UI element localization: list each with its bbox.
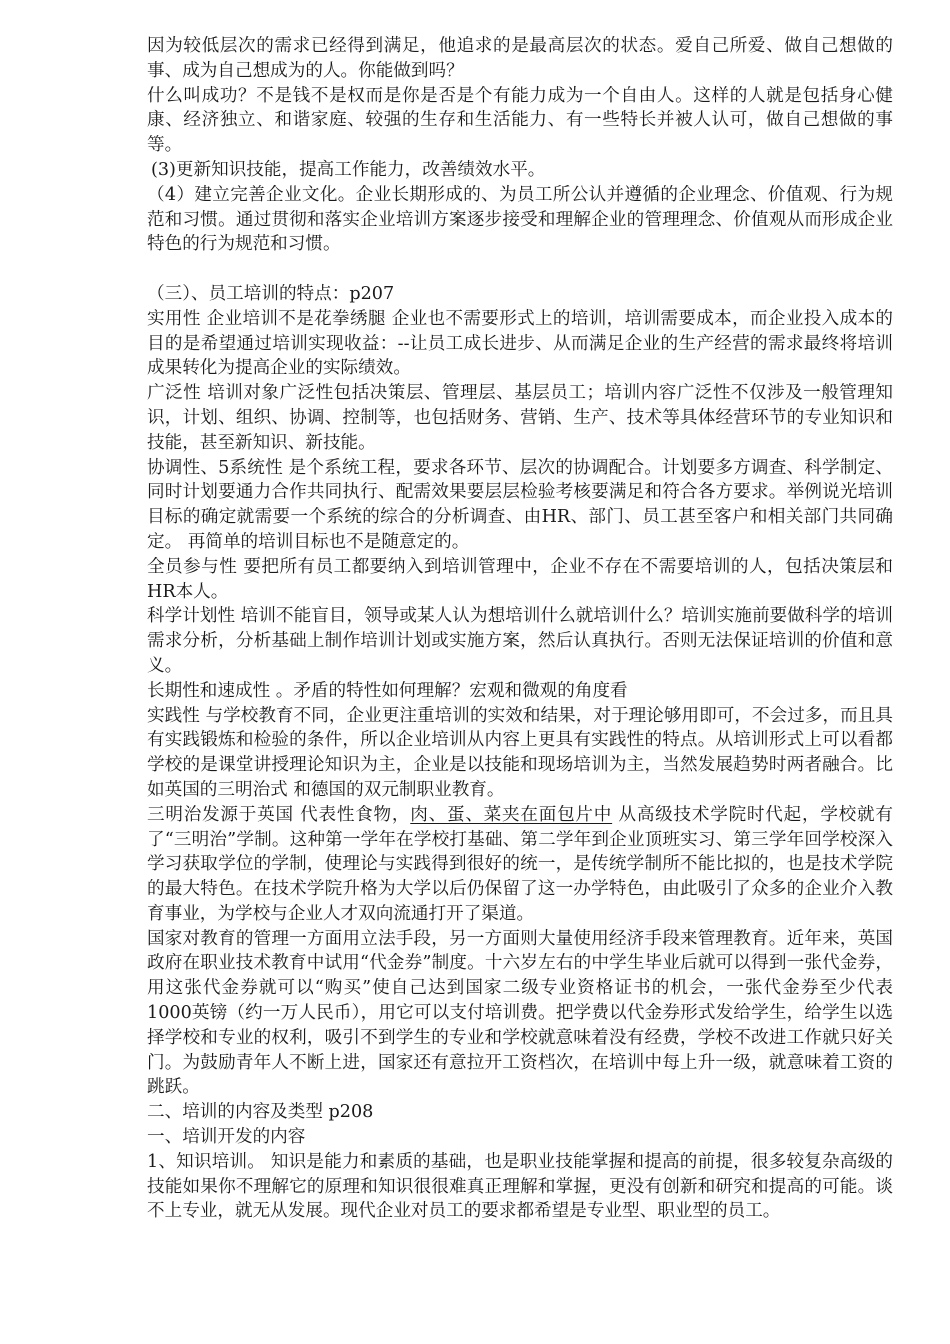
text-run: 三明治发源于英国 代表性食物， <box>147 804 411 825</box>
paragraph: 长期性和速成性 。矛盾的特性如何理解？宏观和微观的角度看 <box>147 680 628 701</box>
document-page <box>147 34 893 1224</box>
section-heading: 二、培训的内容及类型 p208 <box>147 1102 374 1123</box>
paragraph: (3)更新知识技能，提高工作能力，改善绩效水平。 <box>151 159 546 180</box>
paragraph: 什么叫成功？不是钱不是权而是你是否是个有能力成为一个自由人。这样的人就是包括身心健康、经济独立、和谐家庭、较强的生存和生活能力、有一些特长并被人认可，做自己想做的事等。 <box>147 85 893 156</box>
paragraph: 协调性、5系统性 是个系统工程，要求各环节、层次的协调配合。计划要多方调查、科学制定、同时计划要通力合作共同执行、配需效果要层层检验考核要满足和符合各方要求。举例说光培训目标的确定就需要一个系统的综合的分析调查、由HR、部门、员工甚至客户和相关部门共同确定。 再简单的培训目标也不是随意定的。 <box>147 457 893 552</box>
blank-line <box>147 257 893 282</box>
paragraph: （4）建立完善企业文化。企业长期形成的、为员工所公认并遵循的企业理念、价值观、行为规范和习惯。通过贯彻和落实企业培训方案逐步接受和理解企业的管理理念、价值观从而形成企业特色的行为规范和习惯。 <box>147 184 893 255</box>
text-run: 从高级技术学院时代起，学校就有了“三明治”学制。这种第一学年在学校打基础、第二学年到企业顶班实习、第三学年回学校深入学习获取学位的学制，使理论与实践得到很好的统一，是传统学制所不能比拟的，也是技术学院的最大特色。在技术学院升格为大学以后仍保留了这一办学特色，由此吸引了众多的企业介入教育事业，为学校与企业人才双向流通打开了渠道。 <box>147 804 893 924</box>
paragraph: 因为较低层次的需求已经得到满足，他追求的是最高层次的状态。爱自己所爱、做自己想做的事、成为自己想成为的人。你能做到吗？ <box>147 36 893 81</box>
paragraph: 实用性 企业培训不是花拳绣腿 企业也不需要形式上的培训，培训需要成本，而企业投入成本的目的是希望通过培训实现收益：--让员工成长进步、从而满足企业的生产经营的需求最终将培训成果转化为提高企业的实际绩效。 <box>147 308 893 379</box>
paragraph: 国家对教育的管理一方面用立法手段，另一方面则大量使用经济手段来管理教育。近年来，英国政府在职业技术教育中试用“代金券”制度。十六岁左右的中学生毕业后就可以得到一张代金券，用这张代金券就可以“购买”使自己达到国家二级专业资格证书的机会，一张代金券至少代表1000英镑（约一万人民币），用它可以支付培训费。把学费以代金券形式发给学生，给学生以选择学校和专业的权利，吸引不到学生的专业和学校就意味着没有经费，学校不改进工作就只好关门。为鼓励青年人不断上进，国家还有意拉开工资档次，在培训中每上升一级，就意味着工资的跳跃。 <box>147 928 893 1098</box>
paragraph: 实践性 与学校教育不同，企业更注重培训的实效和结果，对于理论够用即可，不会过多，而且具有实践锻炼和检验的条件，所以企业培训从内容上更具有实践性的特点。从培训形式上可以看都学校的是课堂讲授理论知识为主，企业是以技能和现场培训为主，当然发展趋势时两者融合。比如英国的三明治式 和德国的双元制职业教育。 <box>147 705 893 800</box>
section-heading: （三）、员工培训的特点：p207 <box>147 283 395 304</box>
paragraph: 1、知识培训。 知识是能力和素质的基础，也是职业技能掌握和提高的前提，很多较复杂高级的技能如果你不理解它的原理和知识很很难真正理解和掌握，更没有创新和研究和提高的可能。谈不上专业，就无从发展。现代企业对员工的要求都希望是专业型、职业型的员工。 <box>147 1151 893 1222</box>
paragraph: 科学计划性 培训不能盲目，领导或某人认为想培训什么就培训什么？培训实施前要做科学的培训需求分析，分析基础上制作培训计划或实施方案，然后认真执行。否则无法保证培训的价值和意义。 <box>147 606 893 676</box>
paragraph-sandwich <box>147 803 893 927</box>
paragraph: 广泛性 培训对象广泛性包括决策层、管理层、基层员工；培训内容广泛性不仅涉及一般管理知识，计划、组织、协调、控制等，也包括财务、营销、生产、技术等具体经营环节的专业知识和技能，甚至新知识、新技能。 <box>147 383 893 453</box>
paragraph: 全员参与性 要把所有员工都要纳入到培训管理中，企业不存在不需要培训的人，包括决策层和HR本人。 <box>147 556 893 602</box>
underlined-text: 肉、蛋、菜夹在面包片中 <box>410 804 613 825</box>
section-heading: 一、培训开发的内容 <box>147 1127 306 1148</box>
